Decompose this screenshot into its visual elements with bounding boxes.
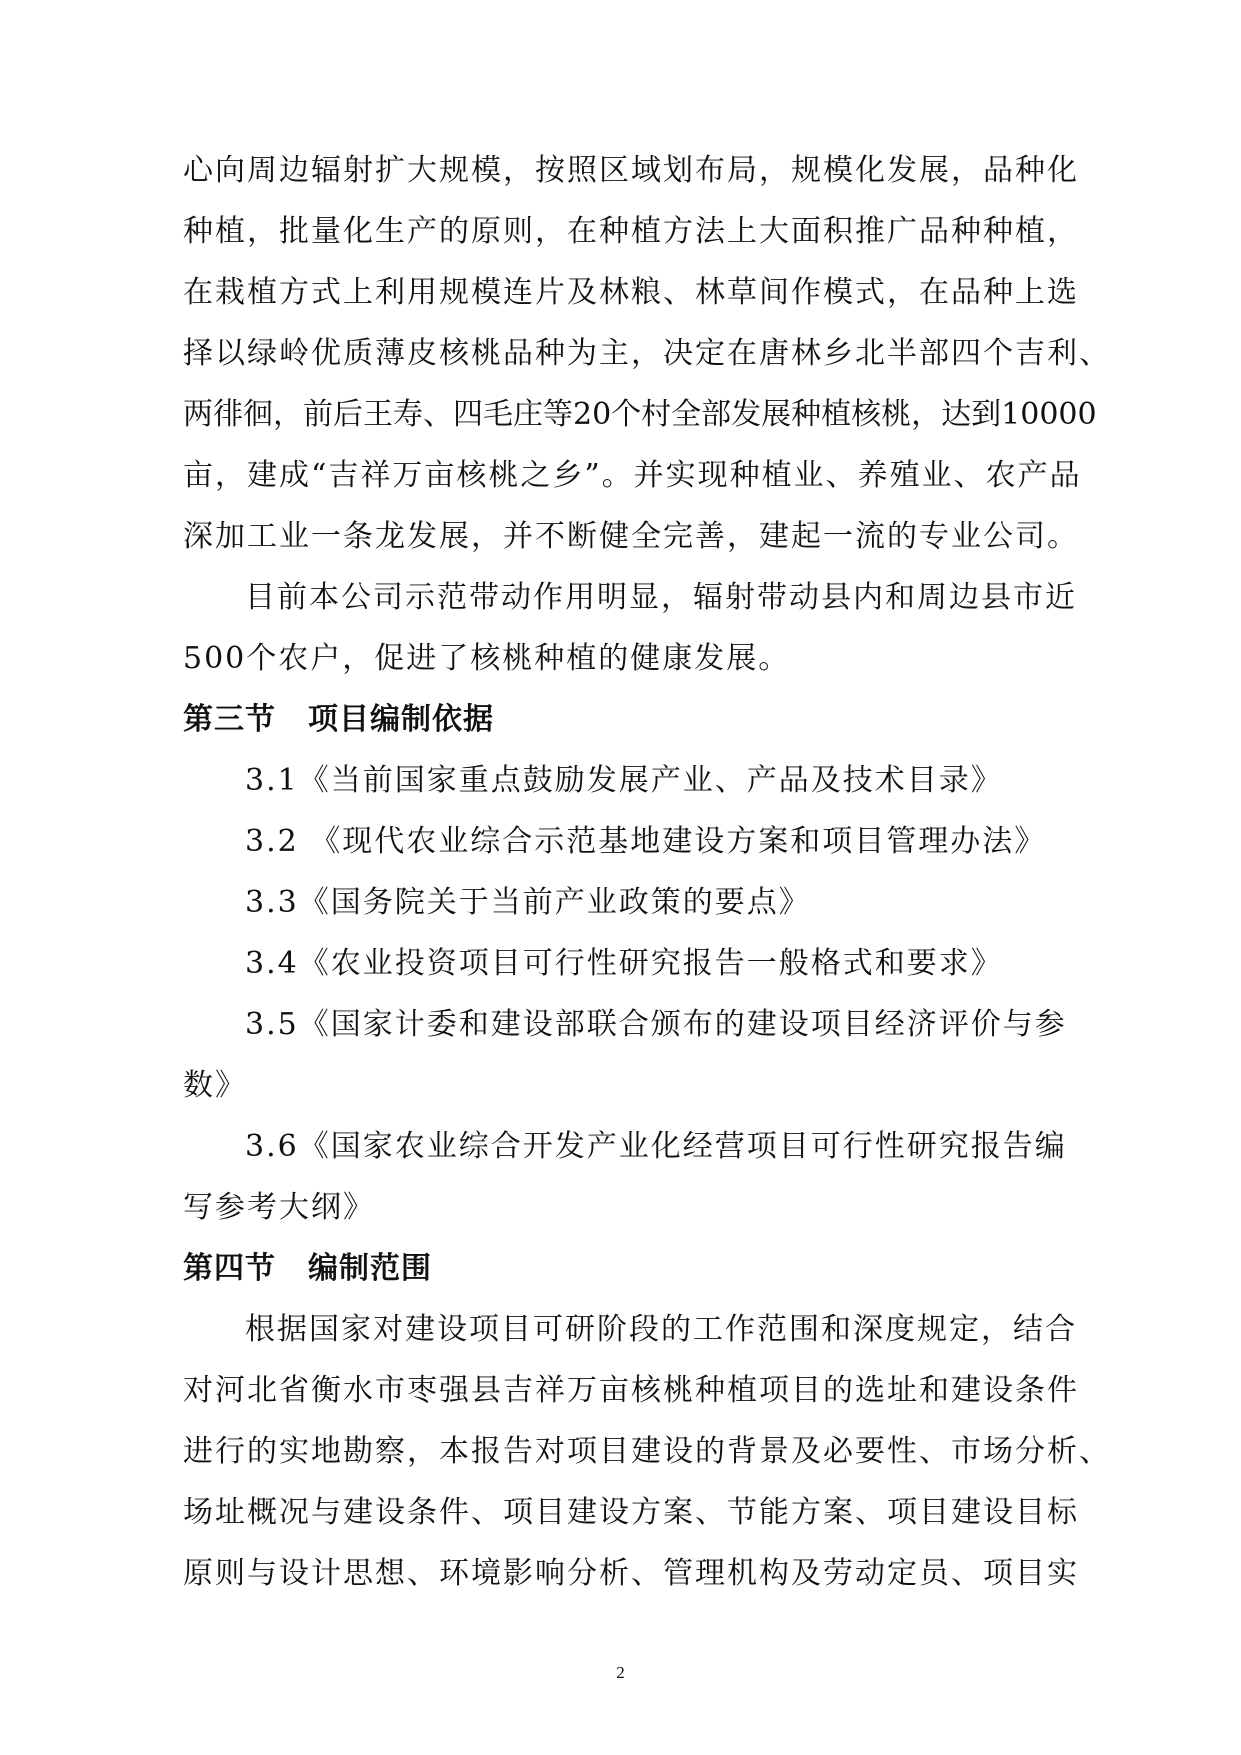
text-line: 写参考大纲》 (183, 1190, 375, 1225)
reference-list (183, 750, 1067, 1238)
text-line: 两徘徊，前后王寿、四毛庄等20个村全部发展种植核桃，达到10000 (183, 397, 1097, 432)
intro-paragraph (183, 140, 1111, 567)
section-4-title: 编制范围 (308, 1251, 432, 1286)
text-line: 目前本公司示范带动作用明显，辐射带动县内和周边县市近 (245, 580, 1077, 615)
section-4-heading (183, 1238, 1063, 1299)
reference-item: 3.2 《现代农业综合示范基地建设方案和项目管理办法》 (245, 824, 1047, 859)
text-line: 500个农户，促进了核桃种植的健康发展。 (183, 641, 791, 676)
text-line: 3.6《国家农业综合开发产业化经营项目可行性研究报告编 (245, 1129, 1067, 1164)
text-line: 种植，批量化生产的原则，在种植方法上大面积推广品种种植， (183, 214, 1079, 249)
page-number: 2 (616, 1663, 625, 1682)
reference-item: 3.4《农业投资项目可行性研究报告一般格式和要求》 (245, 946, 1003, 981)
section-4-number: 第四节 (183, 1251, 276, 1286)
text-line: 进行的实地勘察，本报告对项目建设的背景及必要性、市场分析、 (183, 1434, 1111, 1469)
text-line: 3.5《国家计委和建设部联合颁布的建设项目经济评价与参 (245, 1007, 1067, 1042)
text-line: 深加工业一条龙发展，并不断健全完善，建起一流的专业公司。 (183, 519, 1079, 554)
section-3-number: 第三节 (183, 702, 276, 737)
reference-item: 3.1《当前国家重点鼓励发展产业、产品及技术目录》 (245, 763, 1003, 798)
text-line: 在栽植方式上利用规模连片及林粮、林草间作模式，在品种上选 (183, 275, 1079, 310)
text-line: 择以绿岭优质薄皮核桃品种为主，决定在唐林乡北半部四个吉利、 (183, 336, 1111, 371)
text-line: 亩，建成“吉祥万亩核桃之乡”。并实现种植业、养殖业、农产品 (183, 458, 1082, 493)
text-line: 原则与设计思想、环境影响分析、管理机构及劳动定员、项目实 (183, 1556, 1079, 1591)
text-line: 数》 (183, 1068, 247, 1103)
section-3-heading (183, 689, 1063, 750)
page-body (183, 140, 1111, 1604)
reference-item (183, 1116, 1067, 1238)
text-line: 对河北省衡水市枣强县吉祥万亩核桃种植项目的选址和建设条件 (183, 1373, 1079, 1408)
text-line: 心向周边辐射扩大规模，按照区域划布局，规模化发展，品种化 (183, 153, 1079, 188)
reference-item (183, 994, 1067, 1116)
text-line: 场址概况与建设条件、项目建设方案、节能方案、项目建设目标 (183, 1495, 1079, 1530)
text-line: 根据国家对建设项目可研阶段的工作范围和深度规定，结合 (245, 1312, 1077, 1347)
section-3-title: 项目编制依据 (308, 702, 494, 737)
demo-paragraph (183, 567, 1077, 689)
reference-item: 3.3《国务院关于当前产业政策的要点》 (245, 885, 811, 920)
scope-paragraph (183, 1299, 1111, 1604)
